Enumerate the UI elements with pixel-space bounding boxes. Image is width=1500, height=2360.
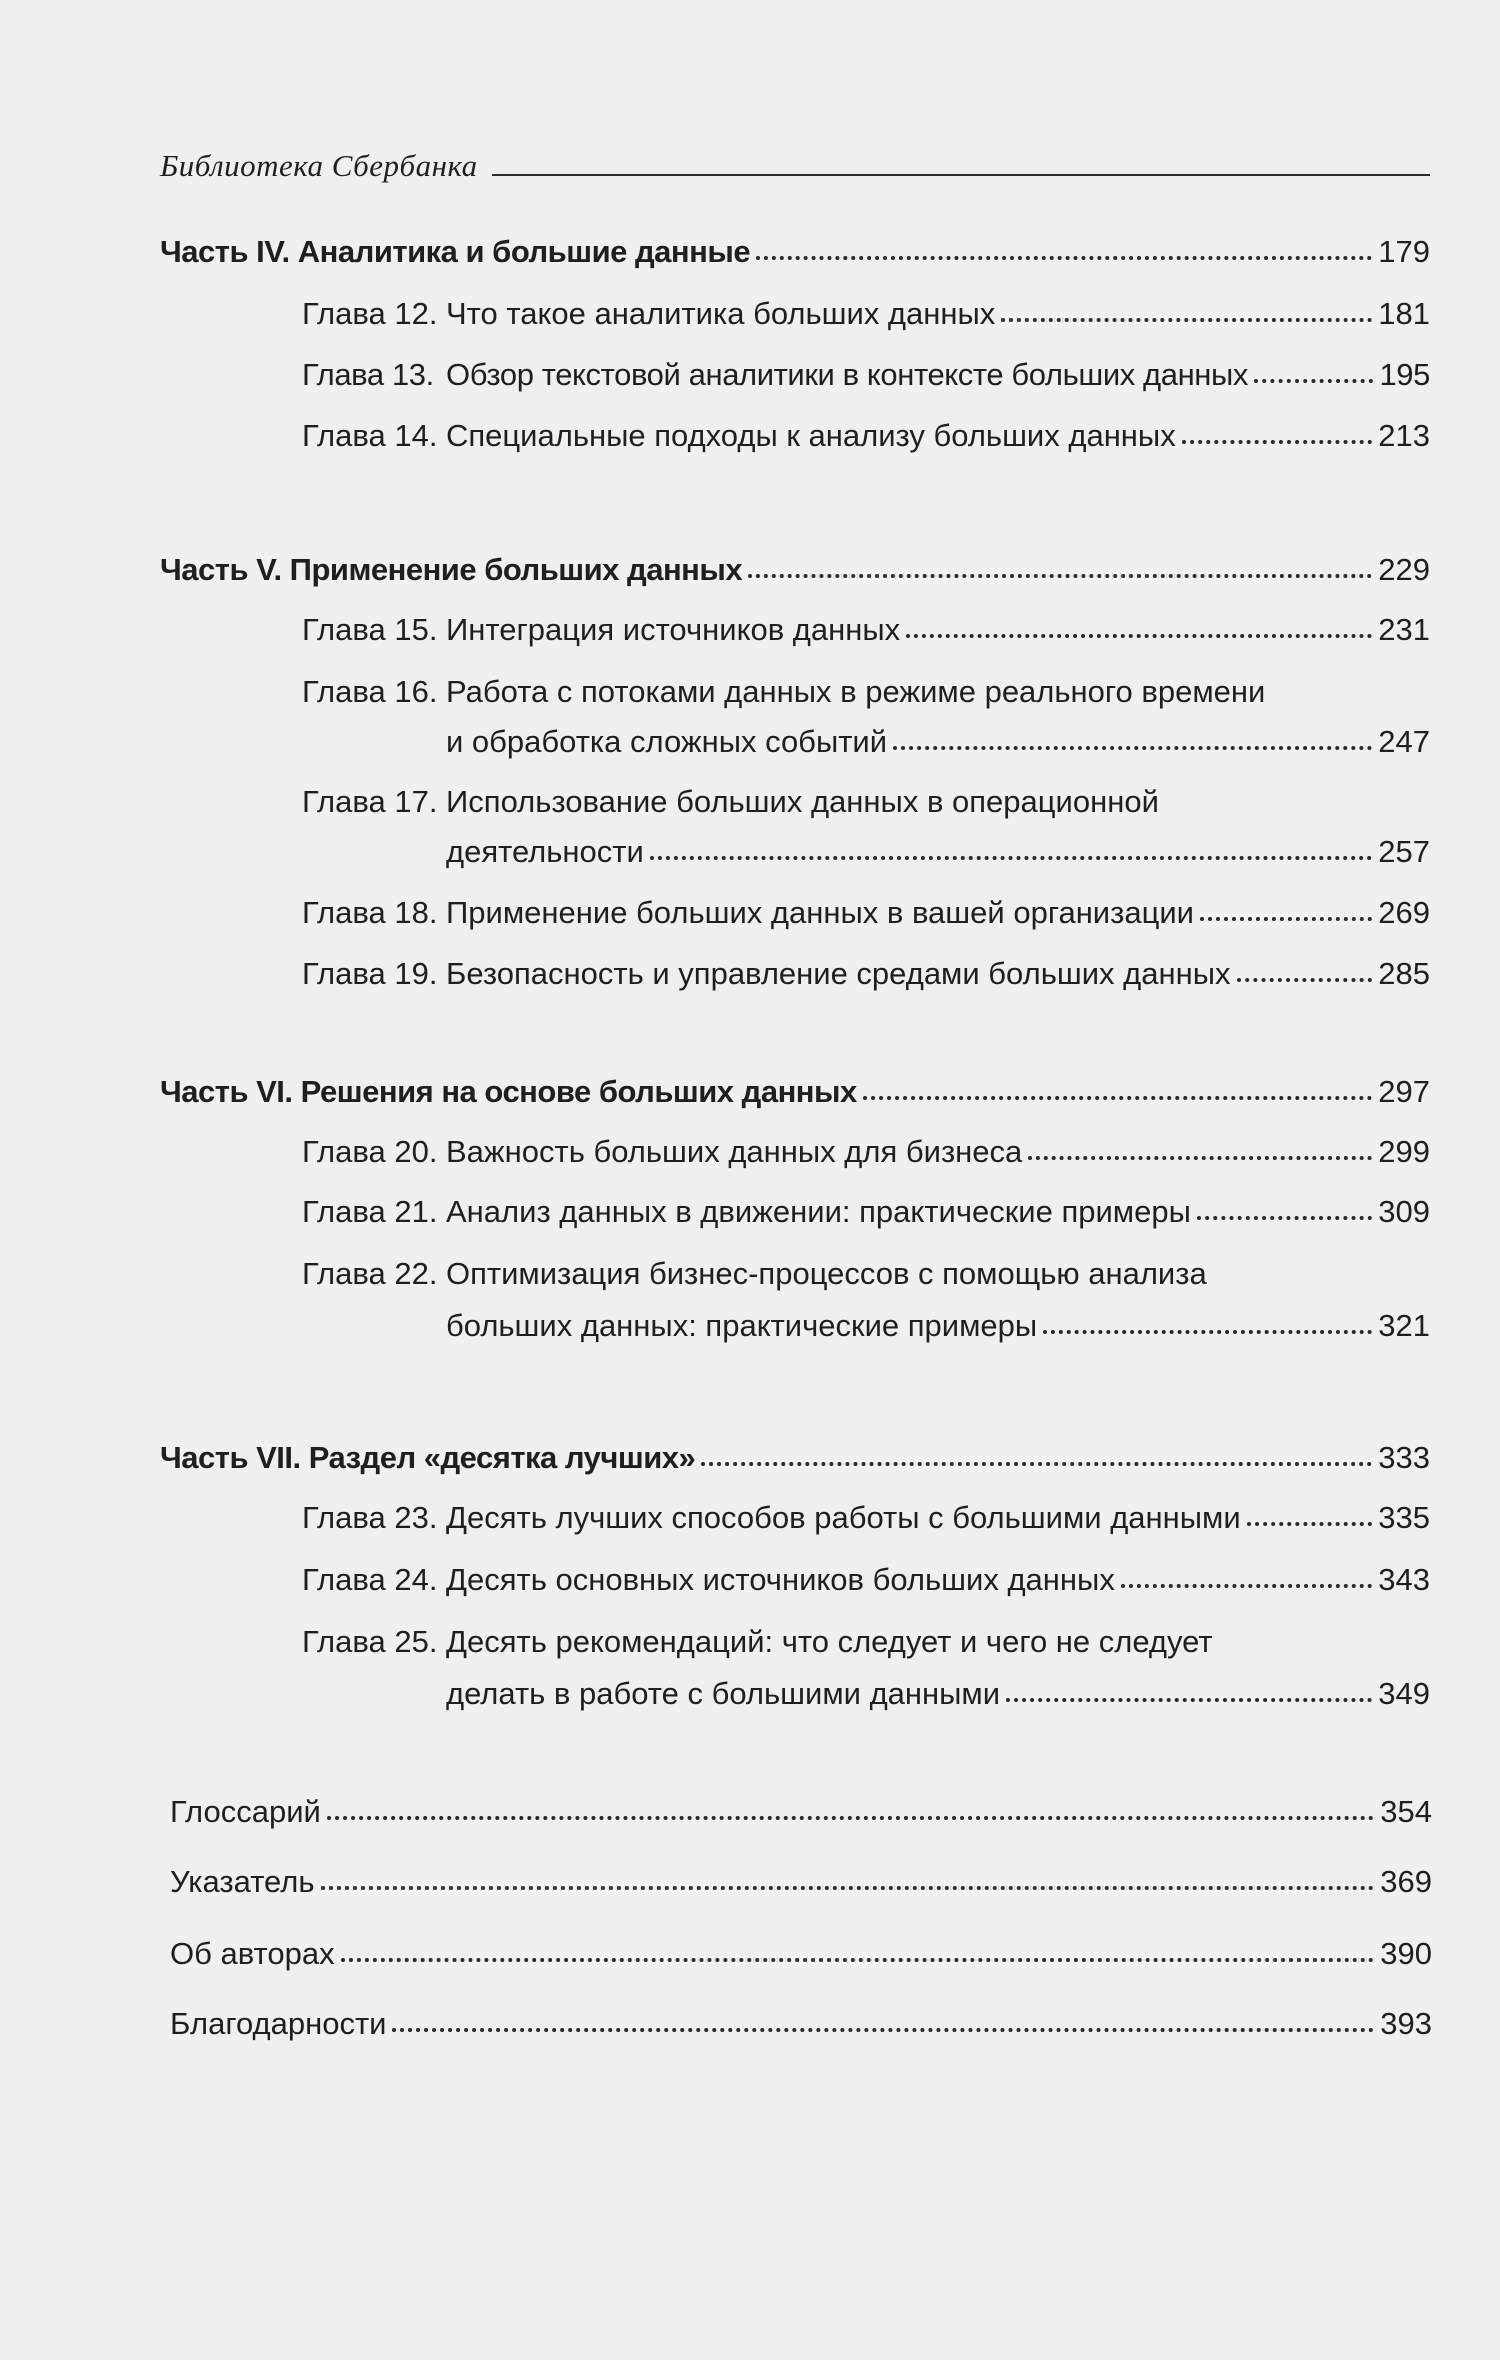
entry-title: Благодарности [170, 2006, 387, 2041]
page-number: 229 [1378, 552, 1430, 587]
page-number: 299 [1378, 1134, 1430, 1169]
toc-part-7[interactable] [160, 1442, 1430, 1473]
leader-dots [1006, 1694, 1372, 1702]
chapter-title-line1: Десять рекомендаций: что следует и чего не следует [446, 1624, 1213, 1659]
page-number: 231 [1378, 612, 1430, 647]
page-number: 369 [1380, 1864, 1432, 1899]
leader-dots [650, 852, 1372, 860]
leader-dots [863, 1092, 1373, 1100]
page-number: 285 [1378, 956, 1430, 991]
running-header-title: Библиотека Сбербанка [160, 148, 478, 183]
chapter-title: Безопасность и управление средами больших данных [446, 956, 1231, 991]
toc-chapter-24[interactable] [302, 1564, 1430, 1595]
entry-title: Указатель [170, 1864, 315, 1899]
page-number: 179 [1378, 234, 1430, 269]
chapter-title: Анализ данных в движении: практические примеры [446, 1194, 1191, 1229]
chapter-title-line1: Оптимизация бизнес-процессов с помощью анализа [446, 1256, 1207, 1291]
chapter-label: Глава 16. [302, 674, 438, 709]
leader-dots [701, 1458, 1372, 1466]
chapter-title: больших данных: практические примеры [446, 1308, 1038, 1343]
chapter-title: Важность больших данных для бизнеса [446, 1134, 1023, 1169]
chapter-label: Глава 19. [302, 956, 438, 991]
leader-dots [1182, 436, 1373, 444]
chapter-title: делать в работе с большими данными [446, 1676, 1001, 1711]
toc-chapter-22-line1[interactable] [302, 1256, 1207, 1292]
page-number: 181 [1378, 296, 1430, 331]
page-number: 321 [1378, 1308, 1430, 1343]
toc-chapter-16-line2[interactable] [302, 726, 1430, 757]
chapter-title: Интеграция источников данных [446, 612, 901, 647]
toc-about-authors[interactable] [170, 1938, 1432, 1969]
chapter-label: Глава 13. [302, 357, 434, 392]
toc-part-5[interactable] [160, 554, 1430, 585]
leader-dots [341, 1954, 1375, 1962]
toc-chapter-21[interactable] [302, 1196, 1430, 1227]
part-title: Часть IV. Аналитика и большие данные [160, 234, 751, 269]
leader-dots [1247, 1518, 1373, 1526]
chapter-label: Глава 22. [302, 1256, 438, 1291]
leader-dots [1028, 1152, 1372, 1160]
page-number: 309 [1378, 1194, 1430, 1229]
page-number: 393 [1380, 2006, 1432, 2041]
chapter-title: Десять лучших способов работы с большими данными [446, 1500, 1241, 1535]
toc-part-6[interactable] [160, 1076, 1430, 1107]
chapter-label: Глава 12. [302, 296, 438, 331]
chapter-title: Что такое аналитика больших данных [446, 296, 996, 331]
page-number: 390 [1380, 1936, 1432, 1971]
leader-dots [1254, 375, 1373, 383]
leader-dots [756, 252, 1372, 260]
page-number: 195 [1379, 357, 1430, 392]
leader-dots [1237, 974, 1373, 982]
chapter-label: Глава 15. [302, 612, 438, 647]
toc-chapter-20[interactable] [302, 1136, 1430, 1167]
chapter-title-line1: Использование больших данных в операционной [446, 784, 1159, 819]
chapter-label: Глава 24. [302, 1562, 438, 1597]
chapter-label: Глава 23. [302, 1500, 438, 1535]
toc-index[interactable] [170, 1866, 1432, 1897]
chapter-title: Применение больших данных в вашей организации [446, 895, 1194, 930]
leader-dots [1197, 1212, 1372, 1220]
part-title: Часть VII. Раздел «десятка лучших» [160, 1440, 696, 1475]
toc-chapter-17-line2[interactable] [302, 836, 1430, 867]
toc-chapter-17-line1[interactable] [302, 784, 1159, 820]
chapter-label: Глава 21. [302, 1194, 438, 1229]
leader-dots [327, 1812, 1374, 1820]
toc-glossary[interactable] [170, 1796, 1432, 1827]
chapter-title: Десять основных источников больших данных [446, 1562, 1115, 1597]
toc-chapter-25-line2[interactable] [302, 1678, 1430, 1709]
toc-chapter-22-line2[interactable] [302, 1310, 1430, 1341]
leader-dots [1043, 1326, 1372, 1334]
chapter-title-line1: Работа с потоками данных в режиме реального времени [446, 674, 1266, 709]
toc-chapter-23[interactable] [302, 1502, 1430, 1533]
toc-chapter-19[interactable] [302, 958, 1430, 989]
page-number: 343 [1378, 1562, 1430, 1597]
toc-chapter-18[interactable] [302, 897, 1430, 928]
leader-dots [1121, 1580, 1372, 1588]
chapter-label: Глава 20. [302, 1134, 438, 1169]
part-title: Часть V. Применение больших данных [160, 552, 743, 587]
chapter-label: Глава 25. [302, 1624, 438, 1659]
toc-chapter-16-line1[interactable] [302, 674, 1265, 710]
chapter-label: Глава 14. [302, 418, 438, 453]
page-number: 213 [1378, 418, 1430, 453]
leader-dots [1200, 913, 1372, 921]
leader-dots [748, 570, 1372, 578]
leader-dots [321, 1882, 1375, 1890]
page-number: 247 [1378, 724, 1430, 759]
page-number: 349 [1378, 1676, 1430, 1711]
leader-dots [1001, 314, 1372, 322]
page-number: 297 [1378, 1074, 1430, 1109]
page-number: 333 [1378, 1440, 1430, 1475]
chapter-title: Специальные подходы к анализу больших данных [446, 418, 1176, 453]
entry-title: Об авторах [170, 1936, 335, 1971]
page-number: 257 [1378, 834, 1430, 869]
part-title: Часть VI. Решения на основе больших данных [160, 1074, 857, 1109]
toc-chapter-14[interactable] [302, 420, 1430, 451]
chapter-label: Глава 18. [302, 895, 438, 930]
page-number: 335 [1378, 1500, 1430, 1535]
running-header [160, 148, 1430, 184]
chapter-title: и обработка сложных событий [446, 724, 888, 759]
entry-title: Глоссарий [170, 1794, 321, 1829]
chapter-title: Обзор текстовой аналитики в контексте больших данных [446, 357, 1249, 392]
leader-dots [893, 742, 1372, 750]
toc-part-4[interactable] [160, 236, 1430, 267]
leader-dots [906, 630, 1372, 638]
header-rule [492, 174, 1430, 176]
leader-dots [392, 2024, 1374, 2032]
toc-chapter-13[interactable] [302, 359, 1430, 390]
toc-chapter-15[interactable] [302, 614, 1430, 645]
chapter-label: Глава 17. [302, 784, 438, 819]
chapter-title: деятельности [446, 834, 644, 869]
page-number: 354 [1380, 1794, 1432, 1829]
page-number: 269 [1378, 895, 1430, 930]
toc-chapter-25-line1[interactable] [302, 1624, 1213, 1660]
toc-acknowledgements[interactable] [170, 2008, 1432, 2039]
toc-chapter-12[interactable] [302, 298, 1430, 329]
